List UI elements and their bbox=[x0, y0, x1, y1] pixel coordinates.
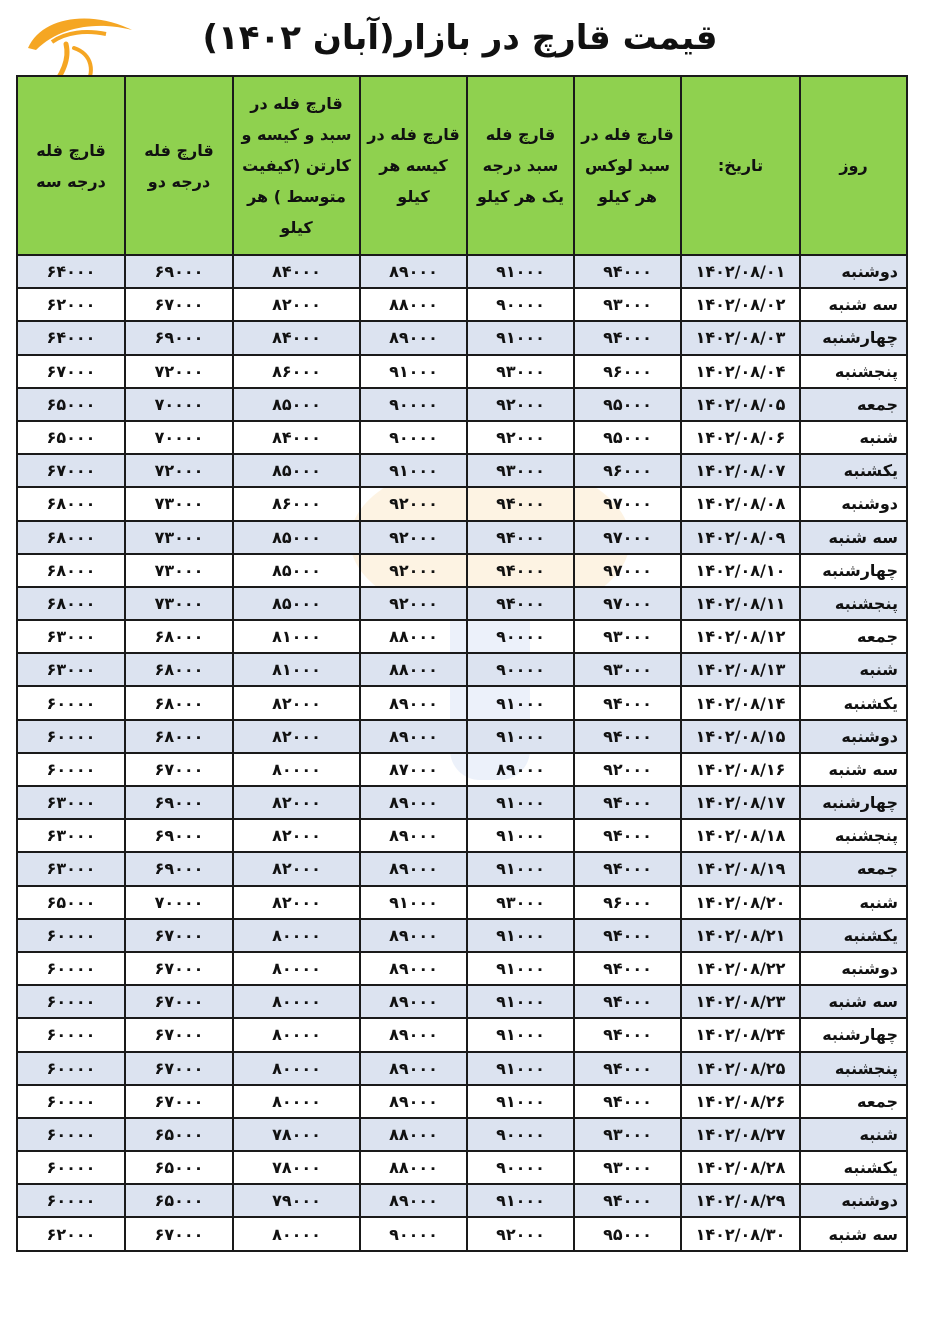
cell-grade-two: ۶۷۰۰۰ bbox=[125, 1217, 233, 1250]
cell-grade-three: ۶۸۰۰۰ bbox=[17, 554, 125, 587]
cell-mixed-medium: ۸۴۰۰۰ bbox=[233, 255, 360, 288]
cell-luxury-basket: ۹۳۰۰۰ bbox=[574, 653, 681, 686]
cell-date: ۱۴۰۲/۰۸/۰۷ bbox=[681, 454, 800, 487]
cell-day: سه شنبه bbox=[800, 753, 907, 786]
cell-luxury-basket: ۹۴۰۰۰ bbox=[574, 1085, 681, 1118]
cell-mixed-medium: ۷۹۰۰۰ bbox=[233, 1184, 360, 1217]
cell-luxury-basket: ۹۴۰۰۰ bbox=[574, 1184, 681, 1217]
cell-mixed-medium: ۸۰۰۰۰ bbox=[233, 985, 360, 1018]
cell-mixed-medium: ۸۲۰۰۰ bbox=[233, 786, 360, 819]
table-row bbox=[17, 653, 907, 686]
cell-grade-two: ۶۵۰۰۰ bbox=[125, 1118, 233, 1151]
cell-grade-one-basket: ۹۴۰۰۰ bbox=[467, 554, 574, 587]
cell-luxury-basket: ۹۴۰۰۰ bbox=[574, 985, 681, 1018]
table-row bbox=[17, 1085, 907, 1118]
cell-bag: ۹۰۰۰۰ bbox=[360, 388, 467, 421]
cell-grade-two: ۶۷۰۰۰ bbox=[125, 1052, 233, 1085]
cell-grade-one-basket: ۹۱۰۰۰ bbox=[467, 952, 574, 985]
column-header-grade-one-basket: قارچ فله سبد درجه یک هر کیلو bbox=[467, 76, 574, 255]
cell-day: دوشنبه bbox=[800, 255, 907, 288]
column-header-mixed-medium: قارچ فله در سبد و کیسه و کارتن (کیفیت متوسط ) هر کیلو bbox=[233, 76, 360, 255]
table-row bbox=[17, 952, 907, 985]
table-row bbox=[17, 521, 907, 554]
cell-date: ۱۴۰۲/۰۸/۲۹ bbox=[681, 1184, 800, 1217]
table-header-row bbox=[17, 76, 907, 255]
cell-mixed-medium: ۸۵۰۰۰ bbox=[233, 521, 360, 554]
cell-date: ۱۴۰۲/۰۸/۲۸ bbox=[681, 1151, 800, 1184]
cell-grade-three: ۶۸۰۰۰ bbox=[17, 521, 125, 554]
cell-bag: ۸۹۰۰۰ bbox=[360, 919, 467, 952]
cell-day: یکشنبه bbox=[800, 686, 907, 719]
cell-day: سه شنبه bbox=[800, 1217, 907, 1250]
cell-grade-three: ۶۳۰۰۰ bbox=[17, 786, 125, 819]
cell-mixed-medium: ۸۰۰۰۰ bbox=[233, 1085, 360, 1118]
table-row bbox=[17, 1151, 907, 1184]
cell-grade-two: ۶۵۰۰۰ bbox=[125, 1151, 233, 1184]
cell-date: ۱۴۰۲/۰۸/۲۶ bbox=[681, 1085, 800, 1118]
cell-day: سه شنبه bbox=[800, 288, 907, 321]
cell-mixed-medium: ۸۲۰۰۰ bbox=[233, 288, 360, 321]
cell-day: شنبه bbox=[800, 421, 907, 454]
cell-grade-one-basket: ۹۱۰۰۰ bbox=[467, 919, 574, 952]
cell-grade-three: ۶۴۰۰۰ bbox=[17, 321, 125, 354]
cell-grade-one-basket: ۹۱۰۰۰ bbox=[467, 1184, 574, 1217]
cell-date: ۱۴۰۲/۰۸/۱۳ bbox=[681, 653, 800, 686]
cell-grade-one-basket: ۹۱۰۰۰ bbox=[467, 852, 574, 885]
cell-bag: ۹۲۰۰۰ bbox=[360, 521, 467, 554]
cell-day: دوشنبه bbox=[800, 1184, 907, 1217]
cell-grade-two: ۶۷۰۰۰ bbox=[125, 1018, 233, 1051]
cell-mixed-medium: ۸۶۰۰۰ bbox=[233, 487, 360, 520]
cell-luxury-basket: ۹۲۰۰۰ bbox=[574, 753, 681, 786]
cell-mixed-medium: ۸۰۰۰۰ bbox=[233, 1018, 360, 1051]
cell-bag: ۸۹۰۰۰ bbox=[360, 686, 467, 719]
table-row bbox=[17, 355, 907, 388]
cell-grade-one-basket: ۹۳۰۰۰ bbox=[467, 886, 574, 919]
cell-grade-one-basket: ۹۱۰۰۰ bbox=[467, 321, 574, 354]
column-header-grade-two: قارچ فله درجه دو bbox=[125, 76, 233, 255]
cell-grade-one-basket: ۹۴۰۰۰ bbox=[467, 587, 574, 620]
cell-grade-one-basket: ۹۱۰۰۰ bbox=[467, 255, 574, 288]
cell-date: ۱۴۰۲/۰۸/۰۳ bbox=[681, 321, 800, 354]
cell-grade-three: ۶۰۰۰۰ bbox=[17, 720, 125, 753]
cell-day: چهارشنبه bbox=[800, 321, 907, 354]
table-row bbox=[17, 985, 907, 1018]
cell-mixed-medium: ۸۵۰۰۰ bbox=[233, 388, 360, 421]
cell-grade-two: ۶۹۰۰۰ bbox=[125, 321, 233, 354]
table-row bbox=[17, 1052, 907, 1085]
cell-luxury-basket: ۹۴۰۰۰ bbox=[574, 1052, 681, 1085]
cell-mixed-medium: ۸۵۰۰۰ bbox=[233, 587, 360, 620]
cell-grade-one-basket: ۹۱۰۰۰ bbox=[467, 686, 574, 719]
cell-grade-two: ۷۳۰۰۰ bbox=[125, 587, 233, 620]
table-row bbox=[17, 1184, 907, 1217]
table-row bbox=[17, 1018, 907, 1051]
cell-luxury-basket: ۹۶۰۰۰ bbox=[574, 886, 681, 919]
cell-date: ۱۴۰۲/۰۸/۱۱ bbox=[681, 587, 800, 620]
cell-mixed-medium: ۷۸۰۰۰ bbox=[233, 1151, 360, 1184]
cell-grade-three: ۶۰۰۰۰ bbox=[17, 753, 125, 786]
cell-grade-one-basket: ۹۱۰۰۰ bbox=[467, 819, 574, 852]
cell-grade-one-basket: ۹۱۰۰۰ bbox=[467, 786, 574, 819]
column-header-luxury-basket: قارچ فله در سبد لوکس هر کیلو bbox=[574, 76, 681, 255]
cell-mixed-medium: ۸۶۰۰۰ bbox=[233, 355, 360, 388]
cell-date: ۱۴۰۲/۰۸/۱۷ bbox=[681, 786, 800, 819]
cell-grade-three: ۶۷۰۰۰ bbox=[17, 454, 125, 487]
cell-bag: ۸۹۰۰۰ bbox=[360, 321, 467, 354]
cell-grade-one-basket: ۹۱۰۰۰ bbox=[467, 720, 574, 753]
cell-grade-three: ۶۲۰۰۰ bbox=[17, 1217, 125, 1250]
cell-date: ۱۴۰۲/۰۸/۱۴ bbox=[681, 686, 800, 719]
cell-grade-three: ۶۰۰۰۰ bbox=[17, 1085, 125, 1118]
cell-luxury-basket: ۹۴۰۰۰ bbox=[574, 686, 681, 719]
cell-luxury-basket: ۹۴۰۰۰ bbox=[574, 919, 681, 952]
table-row bbox=[17, 554, 907, 587]
cell-grade-two: ۷۳۰۰۰ bbox=[125, 554, 233, 587]
cell-day: دوشنبه bbox=[800, 952, 907, 985]
cell-luxury-basket: ۹۴۰۰۰ bbox=[574, 321, 681, 354]
cell-bag: ۹۱۰۰۰ bbox=[360, 355, 467, 388]
cell-luxury-basket: ۹۴۰۰۰ bbox=[574, 819, 681, 852]
cell-luxury-basket: ۹۵۰۰۰ bbox=[574, 421, 681, 454]
cell-bag: ۸۹۰۰۰ bbox=[360, 952, 467, 985]
cell-grade-two: ۷۳۰۰۰ bbox=[125, 521, 233, 554]
cell-day: یکشنبه bbox=[800, 919, 907, 952]
cell-grade-three: ۶۵۰۰۰ bbox=[17, 886, 125, 919]
cell-date: ۱۴۰۲/۰۸/۱۰ bbox=[681, 554, 800, 587]
cell-day: جمعه bbox=[800, 1085, 907, 1118]
cell-luxury-basket: ۹۴۰۰۰ bbox=[574, 255, 681, 288]
cell-luxury-basket: ۹۵۰۰۰ bbox=[574, 1217, 681, 1250]
cell-grade-two: ۶۷۰۰۰ bbox=[125, 952, 233, 985]
cell-grade-one-basket: ۹۰۰۰۰ bbox=[467, 1151, 574, 1184]
cell-grade-two: ۶۸۰۰۰ bbox=[125, 653, 233, 686]
cell-day: چهارشنبه bbox=[800, 1018, 907, 1051]
table-row bbox=[17, 1118, 907, 1151]
cell-date: ۱۴۰۲/۰۸/۳۰ bbox=[681, 1217, 800, 1250]
cell-date: ۱۴۰۲/۰۸/۱۸ bbox=[681, 819, 800, 852]
cell-mixed-medium: ۸۲۰۰۰ bbox=[233, 686, 360, 719]
cell-grade-two: ۷۰۰۰۰ bbox=[125, 388, 233, 421]
cell-luxury-basket: ۹۳۰۰۰ bbox=[574, 1118, 681, 1151]
cell-grade-three: ۶۰۰۰۰ bbox=[17, 952, 125, 985]
table-row bbox=[17, 587, 907, 620]
table-row bbox=[17, 454, 907, 487]
cell-bag: ۸۸۰۰۰ bbox=[360, 620, 467, 653]
cell-grade-two: ۶۹۰۰۰ bbox=[125, 786, 233, 819]
cell-grade-three: ۶۸۰۰۰ bbox=[17, 587, 125, 620]
cell-grade-one-basket: ۹۱۰۰۰ bbox=[467, 1085, 574, 1118]
cell-grade-one-basket: ۹۴۰۰۰ bbox=[467, 487, 574, 520]
column-header-grade-three: قارچ فله درجه سه bbox=[17, 76, 125, 255]
cell-mixed-medium: ۸۲۰۰۰ bbox=[233, 852, 360, 885]
cell-grade-three: ۶۰۰۰۰ bbox=[17, 686, 125, 719]
table-row bbox=[17, 321, 907, 354]
cell-grade-two: ۶۹۰۰۰ bbox=[125, 852, 233, 885]
cell-grade-three: ۶۰۰۰۰ bbox=[17, 1151, 125, 1184]
cell-mixed-medium: ۸۱۰۰۰ bbox=[233, 653, 360, 686]
cell-date: ۱۴۰۲/۰۸/۲۱ bbox=[681, 919, 800, 952]
cell-luxury-basket: ۹۶۰۰۰ bbox=[574, 355, 681, 388]
cell-day: یکشنبه bbox=[800, 454, 907, 487]
column-header-bag: قارچ فله در کیسه هر کیلو bbox=[360, 76, 467, 255]
cell-mixed-medium: ۸۰۰۰۰ bbox=[233, 952, 360, 985]
cell-grade-two: ۶۷۰۰۰ bbox=[125, 753, 233, 786]
cell-grade-one-basket: ۹۳۰۰۰ bbox=[467, 454, 574, 487]
cell-bag: ۸۸۰۰۰ bbox=[360, 653, 467, 686]
cell-grade-three: ۶۷۰۰۰ bbox=[17, 355, 125, 388]
cell-day: چهارشنبه bbox=[800, 554, 907, 587]
cell-bag: ۸۹۰۰۰ bbox=[360, 1184, 467, 1217]
cell-day: جمعه bbox=[800, 620, 907, 653]
cell-bag: ۹۲۰۰۰ bbox=[360, 587, 467, 620]
cell-date: ۱۴۰۲/۰۸/۲۵ bbox=[681, 1052, 800, 1085]
cell-grade-three: ۶۰۰۰۰ bbox=[17, 1052, 125, 1085]
cell-date: ۱۴۰۲/۰۸/۲۴ bbox=[681, 1018, 800, 1051]
cell-date: ۱۴۰۲/۰۸/۲۲ bbox=[681, 952, 800, 985]
table-row bbox=[17, 819, 907, 852]
cell-bag: ۸۷۰۰۰ bbox=[360, 753, 467, 786]
cell-day: دوشنبه bbox=[800, 487, 907, 520]
cell-grade-one-basket: ۹۳۰۰۰ bbox=[467, 355, 574, 388]
cell-grade-three: ۶۳۰۰۰ bbox=[17, 852, 125, 885]
cell-luxury-basket: ۹۴۰۰۰ bbox=[574, 720, 681, 753]
cell-bag: ۸۹۰۰۰ bbox=[360, 255, 467, 288]
cell-luxury-basket: ۹۳۰۰۰ bbox=[574, 1151, 681, 1184]
cell-grade-three: ۶۰۰۰۰ bbox=[17, 1018, 125, 1051]
cell-grade-one-basket: ۹۰۰۰۰ bbox=[467, 653, 574, 686]
cell-grade-three: ۶۵۰۰۰ bbox=[17, 421, 125, 454]
cell-date: ۱۴۰۲/۰۸/۰۶ bbox=[681, 421, 800, 454]
cell-grade-one-basket: ۹۲۰۰۰ bbox=[467, 421, 574, 454]
cell-grade-one-basket: ۹۲۰۰۰ bbox=[467, 388, 574, 421]
cell-date: ۱۴۰۲/۰۸/۲۰ bbox=[681, 886, 800, 919]
cell-day: پنجشنبه bbox=[800, 1052, 907, 1085]
cell-mixed-medium: ۸۱۰۰۰ bbox=[233, 620, 360, 653]
cell-bag: ۸۹۰۰۰ bbox=[360, 1018, 467, 1051]
cell-day: شنبه bbox=[800, 1118, 907, 1151]
cell-grade-three: ۶۳۰۰۰ bbox=[17, 653, 125, 686]
cell-bag: ۸۹۰۰۰ bbox=[360, 786, 467, 819]
cell-bag: ۸۸۰۰۰ bbox=[360, 1118, 467, 1151]
table-row bbox=[17, 620, 907, 653]
cell-mixed-medium: ۸۲۰۰۰ bbox=[233, 720, 360, 753]
cell-mixed-medium: ۸۰۰۰۰ bbox=[233, 1052, 360, 1085]
cell-luxury-basket: ۹۷۰۰۰ bbox=[574, 521, 681, 554]
cell-date: ۱۴۰۲/۰۸/۰۹ bbox=[681, 521, 800, 554]
cell-mixed-medium: ۸۰۰۰۰ bbox=[233, 753, 360, 786]
cell-grade-two: ۶۸۰۰۰ bbox=[125, 720, 233, 753]
cell-grade-two: ۷۰۰۰۰ bbox=[125, 886, 233, 919]
cell-day: چهارشنبه bbox=[800, 786, 907, 819]
table-row bbox=[17, 255, 907, 288]
cell-mixed-medium: ۸۰۰۰۰ bbox=[233, 1217, 360, 1250]
cell-luxury-basket: ۹۳۰۰۰ bbox=[574, 620, 681, 653]
cell-grade-two: ۶۷۰۰۰ bbox=[125, 919, 233, 952]
table-row bbox=[17, 288, 907, 321]
cell-grade-three: ۶۲۰۰۰ bbox=[17, 288, 125, 321]
cell-grade-two: ۶۸۰۰۰ bbox=[125, 620, 233, 653]
cell-day: پنجشنبه bbox=[800, 819, 907, 852]
cell-luxury-basket: ۹۴۰۰۰ bbox=[574, 786, 681, 819]
cell-grade-one-basket: ۹۰۰۰۰ bbox=[467, 288, 574, 321]
cell-mixed-medium: ۸۴۰۰۰ bbox=[233, 421, 360, 454]
cell-grade-two: ۶۷۰۰۰ bbox=[125, 985, 233, 1018]
cell-grade-three: ۶۴۰۰۰ bbox=[17, 255, 125, 288]
cell-grade-two: ۷۰۰۰۰ bbox=[125, 421, 233, 454]
cell-date: ۱۴۰۲/۰۸/۱۵ bbox=[681, 720, 800, 753]
cell-bag: ۸۹۰۰۰ bbox=[360, 852, 467, 885]
cell-bag: ۸۹۰۰۰ bbox=[360, 985, 467, 1018]
cell-mixed-medium: ۸۵۰۰۰ bbox=[233, 454, 360, 487]
cell-mixed-medium: ۸۵۰۰۰ bbox=[233, 554, 360, 587]
cell-day: پنجشنبه bbox=[800, 587, 907, 620]
page-title: قیمت قارچ در بازار(آبان ۱۴۰۲) bbox=[202, 18, 718, 58]
cell-day: یکشنبه bbox=[800, 1151, 907, 1184]
cell-bag: ۸۹۰۰۰ bbox=[360, 1052, 467, 1085]
cell-grade-two: ۶۹۰۰۰ bbox=[125, 819, 233, 852]
cell-mixed-medium: ۸۰۰۰۰ bbox=[233, 919, 360, 952]
cell-day: سه شنبه bbox=[800, 985, 907, 1018]
table-row bbox=[17, 388, 907, 421]
price-table bbox=[16, 75, 908, 1252]
cell-grade-three: ۶۳۰۰۰ bbox=[17, 819, 125, 852]
cell-date: ۱۴۰۲/۰۸/۲۳ bbox=[681, 985, 800, 1018]
table-row bbox=[17, 786, 907, 819]
cell-bag: ۸۸۰۰۰ bbox=[360, 1151, 467, 1184]
cell-bag: ۸۸۰۰۰ bbox=[360, 288, 467, 321]
cell-bag: ۹۱۰۰۰ bbox=[360, 886, 467, 919]
cell-mixed-medium: ۷۸۰۰۰ bbox=[233, 1118, 360, 1151]
cell-grade-three: ۶۰۰۰۰ bbox=[17, 919, 125, 952]
cell-grade-three: ۶۸۰۰۰ bbox=[17, 487, 125, 520]
table-row bbox=[17, 487, 907, 520]
cell-grade-two: ۷۳۰۰۰ bbox=[125, 487, 233, 520]
cell-luxury-basket: ۹۷۰۰۰ bbox=[574, 487, 681, 520]
cell-day: جمعه bbox=[800, 388, 907, 421]
table-row bbox=[17, 720, 907, 753]
cell-date: ۱۴۰۲/۰۸/۱۲ bbox=[681, 620, 800, 653]
cell-bag: ۹۱۰۰۰ bbox=[360, 454, 467, 487]
column-header-date: تاریخ: bbox=[681, 76, 800, 255]
cell-grade-one-basket: ۹۱۰۰۰ bbox=[467, 985, 574, 1018]
cell-date: ۱۴۰۲/۰۸/۰۲ bbox=[681, 288, 800, 321]
cell-day: دوشنبه bbox=[800, 720, 907, 753]
cell-luxury-basket: ۹۴۰۰۰ bbox=[574, 952, 681, 985]
cell-grade-three: ۶۵۰۰۰ bbox=[17, 388, 125, 421]
cell-grade-three: ۶۳۰۰۰ bbox=[17, 620, 125, 653]
cell-grade-two: ۶۷۰۰۰ bbox=[125, 288, 233, 321]
cell-date: ۱۴۰۲/۰۸/۰۸ bbox=[681, 487, 800, 520]
cell-date: ۱۴۰۲/۰۸/۰۱ bbox=[681, 255, 800, 288]
cell-grade-one-basket: ۹۱۰۰۰ bbox=[467, 1018, 574, 1051]
cell-day: شنبه bbox=[800, 653, 907, 686]
cell-bag: ۹۰۰۰۰ bbox=[360, 421, 467, 454]
cell-bag: ۹۰۰۰۰ bbox=[360, 1217, 467, 1250]
cell-grade-three: ۶۰۰۰۰ bbox=[17, 985, 125, 1018]
cell-bag: ۹۲۰۰۰ bbox=[360, 487, 467, 520]
column-header-day: روز bbox=[800, 76, 907, 255]
cell-grade-two: ۷۲۰۰۰ bbox=[125, 454, 233, 487]
cell-grade-two: ۷۲۰۰۰ bbox=[125, 355, 233, 388]
cell-grade-three: ۶۰۰۰۰ bbox=[17, 1184, 125, 1217]
cell-grade-two: ۶۹۰۰۰ bbox=[125, 255, 233, 288]
cell-grade-one-basket: ۹۰۰۰۰ bbox=[467, 1118, 574, 1151]
cell-luxury-basket: ۹۳۰۰۰ bbox=[574, 288, 681, 321]
table-row bbox=[17, 753, 907, 786]
cell-luxury-basket: ۹۷۰۰۰ bbox=[574, 587, 681, 620]
cell-luxury-basket: ۹۴۰۰۰ bbox=[574, 1018, 681, 1051]
cell-bag: ۸۹۰۰۰ bbox=[360, 1085, 467, 1118]
cell-grade-one-basket: ۸۹۰۰۰ bbox=[467, 753, 574, 786]
cell-luxury-basket: ۹۵۰۰۰ bbox=[574, 388, 681, 421]
cell-luxury-basket: ۹۶۰۰۰ bbox=[574, 454, 681, 487]
cell-bag: ۸۹۰۰۰ bbox=[360, 819, 467, 852]
cell-grade-two: ۶۸۰۰۰ bbox=[125, 686, 233, 719]
table-row bbox=[17, 919, 907, 952]
cell-date: ۱۴۰۲/۰۸/۰۵ bbox=[681, 388, 800, 421]
cell-mixed-medium: ۸۲۰۰۰ bbox=[233, 886, 360, 919]
table-row bbox=[17, 686, 907, 719]
cell-grade-one-basket: ۹۲۰۰۰ bbox=[467, 1217, 574, 1250]
cell-date: ۱۴۰۲/۰۸/۱۹ bbox=[681, 852, 800, 885]
table-row bbox=[17, 886, 907, 919]
cell-grade-two: ۶۷۰۰۰ bbox=[125, 1085, 233, 1118]
cell-day: جمعه bbox=[800, 852, 907, 885]
cell-date: ۱۴۰۲/۰۸/۱۶ bbox=[681, 753, 800, 786]
table-row bbox=[17, 421, 907, 454]
cell-grade-one-basket: ۹۱۰۰۰ bbox=[467, 1052, 574, 1085]
cell-bag: ۹۲۰۰۰ bbox=[360, 554, 467, 587]
cell-date: ۱۴۰۲/۰۸/۲۷ bbox=[681, 1118, 800, 1151]
cell-day: پنجشنبه bbox=[800, 355, 907, 388]
cell-luxury-basket: ۹۷۰۰۰ bbox=[574, 554, 681, 587]
table-row bbox=[17, 1217, 907, 1250]
cell-day: سه شنبه bbox=[800, 521, 907, 554]
cell-mixed-medium: ۸۴۰۰۰ bbox=[233, 321, 360, 354]
cell-luxury-basket: ۹۴۰۰۰ bbox=[574, 852, 681, 885]
cell-grade-two: ۶۵۰۰۰ bbox=[125, 1184, 233, 1217]
cell-bag: ۸۹۰۰۰ bbox=[360, 720, 467, 753]
cell-grade-one-basket: ۹۴۰۰۰ bbox=[467, 521, 574, 554]
cell-mixed-medium: ۸۲۰۰۰ bbox=[233, 819, 360, 852]
table-row bbox=[17, 852, 907, 885]
cell-grade-three: ۶۰۰۰۰ bbox=[17, 1118, 125, 1151]
cell-grade-one-basket: ۹۰۰۰۰ bbox=[467, 620, 574, 653]
cell-day: شنبه bbox=[800, 886, 907, 919]
cell-date: ۱۴۰۲/۰۸/۰۴ bbox=[681, 355, 800, 388]
